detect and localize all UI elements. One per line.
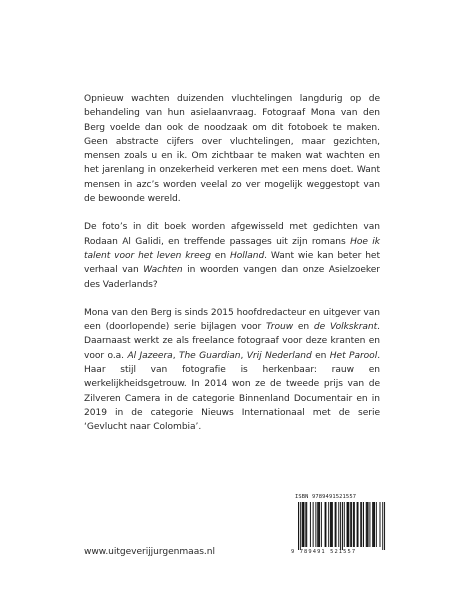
barcode-bar xyxy=(348,502,349,547)
barcode-bar xyxy=(363,502,364,547)
isbn-label: ISBN 9789491521557 xyxy=(295,494,357,500)
barcode-bar xyxy=(384,502,385,550)
barcode-digits: 9 789491 521557 xyxy=(291,549,357,555)
barcode-bar xyxy=(317,502,318,547)
text-segment: de Volkskrant xyxy=(313,322,378,333)
text-segment: Opnieuw wachten duizenden vluchtelingen langdurig op de behandeling van hun asielaanvraag. Fotograaf Mona van den Berg voelde dan ook de noodzaak om dit fotoboek te maken. Geen abstracte cijfers over vluchtelingen, maar gezichten, mensen zoals u en ik. Om zichtbaar te maken wat wachten en het jarenlang in onzekerheid verkeren met een mens doet. Want mensen in azc’s worden veelal zo ver mogelijk weggestopt van de bewoonde wereld. xyxy=(84,94,380,205)
barcode-bar xyxy=(368,502,369,547)
publisher-website: www.uitgeverijjurgenmaas.nl xyxy=(84,547,215,557)
barcode-bar xyxy=(351,502,352,547)
barcode-bar xyxy=(325,502,326,547)
text-segment: . Daarnaast werkt ze als freelance fotograaf voor deze kranten en voor o.a. xyxy=(84,322,380,361)
barcode-bar xyxy=(306,502,307,547)
barcode-bar xyxy=(321,502,322,547)
barcode-bar xyxy=(330,502,331,547)
barcode-bar xyxy=(303,502,304,547)
barcode-bar xyxy=(336,502,337,547)
barcode-bar xyxy=(315,502,316,547)
barcode-bar xyxy=(332,502,333,547)
barcode-bar xyxy=(361,502,362,547)
barcode-bar xyxy=(358,502,359,547)
text-segment: De foto’s in dit boek worden afgewisseld met gedichten van Rodaan Al Galidi, en treffende passages uit zijn romans xyxy=(84,222,380,247)
barcode-bar xyxy=(302,502,303,547)
text-segment: en xyxy=(210,250,230,261)
barcode-bar xyxy=(367,502,368,547)
barcode-bar xyxy=(366,502,367,547)
barcode-bar xyxy=(319,502,320,547)
text-segment: Vrij Nederland xyxy=(246,350,312,361)
barcode-bar xyxy=(353,502,354,547)
barcode-bar xyxy=(347,502,348,547)
barcode-bar xyxy=(342,502,343,550)
barcode-bar xyxy=(372,502,373,547)
barcode-bar xyxy=(369,502,370,547)
text-segment: Holland xyxy=(229,250,265,261)
text-segment: en xyxy=(293,322,314,333)
barcode-bar xyxy=(313,502,314,547)
barcode-bar xyxy=(340,502,341,550)
text-segment: , xyxy=(172,350,179,361)
barcode-bar xyxy=(350,502,351,547)
barcode-bar xyxy=(357,502,358,547)
text-segment: Trouw xyxy=(266,322,294,333)
text-segment: Wachten xyxy=(143,265,183,276)
barcode-bar xyxy=(335,502,336,547)
isbn-barcode xyxy=(291,494,387,558)
blurb-paragraph-3 xyxy=(84,306,380,435)
barcode-bar xyxy=(373,502,374,547)
barcode-bar xyxy=(305,502,306,547)
text-segment: The Guardian xyxy=(178,350,241,361)
barcode-bar xyxy=(338,502,339,547)
text-segment: . Want wie kan beter het verhaal van xyxy=(84,250,380,276)
barcode-bar xyxy=(382,502,383,550)
barcode-bar xyxy=(325,502,326,547)
barcode-bar xyxy=(376,502,377,547)
barcode-bar xyxy=(380,502,381,547)
barcode-bar xyxy=(360,502,361,547)
barcode-bar xyxy=(374,502,375,547)
barcode-bar xyxy=(328,502,329,547)
text-segment: Het Parool xyxy=(329,350,378,361)
barcode-bar xyxy=(347,502,348,547)
text-segment: Al Jazeera xyxy=(127,350,173,361)
barcode-bar xyxy=(354,502,355,547)
text-segment: . Haar stijl van fotografie is herkenbaar: rauw en werkelijkheidsgetrouw. In 2014 won ze de tweede prijs van de Zilveren Camera in de categorie Binnenland Documentair en in 2019 in de categorie Nieuws Internationaal met de serie ‘Gevlucht naar Colombia’. xyxy=(84,350,381,433)
blurb-paragraph-1 xyxy=(84,92,380,206)
barcode-bar xyxy=(298,502,299,550)
text-segment: Mona van den Berg is sinds 2015 hoofdredacteur en uitgever van een (doorlopende) serie bijlagen voor xyxy=(84,307,380,333)
barcode-bar xyxy=(303,502,304,547)
text-segment: , xyxy=(240,350,247,361)
text-segment: in woorden vangen dan onze Asielzoeker des Vaderlands? xyxy=(84,265,380,290)
barcode-bar xyxy=(344,502,345,547)
barcode-bar xyxy=(331,502,332,547)
text-segment: en xyxy=(311,350,330,361)
blurb-paragraph-2 xyxy=(84,220,380,291)
barcode-bar xyxy=(310,502,311,547)
barcode-bar xyxy=(318,502,319,547)
barcode-bars xyxy=(291,502,387,550)
barcode-bar xyxy=(300,502,301,550)
blurb-text xyxy=(84,92,380,435)
text-segment: Hoe ik talent voor het leven kreeg xyxy=(84,236,380,261)
